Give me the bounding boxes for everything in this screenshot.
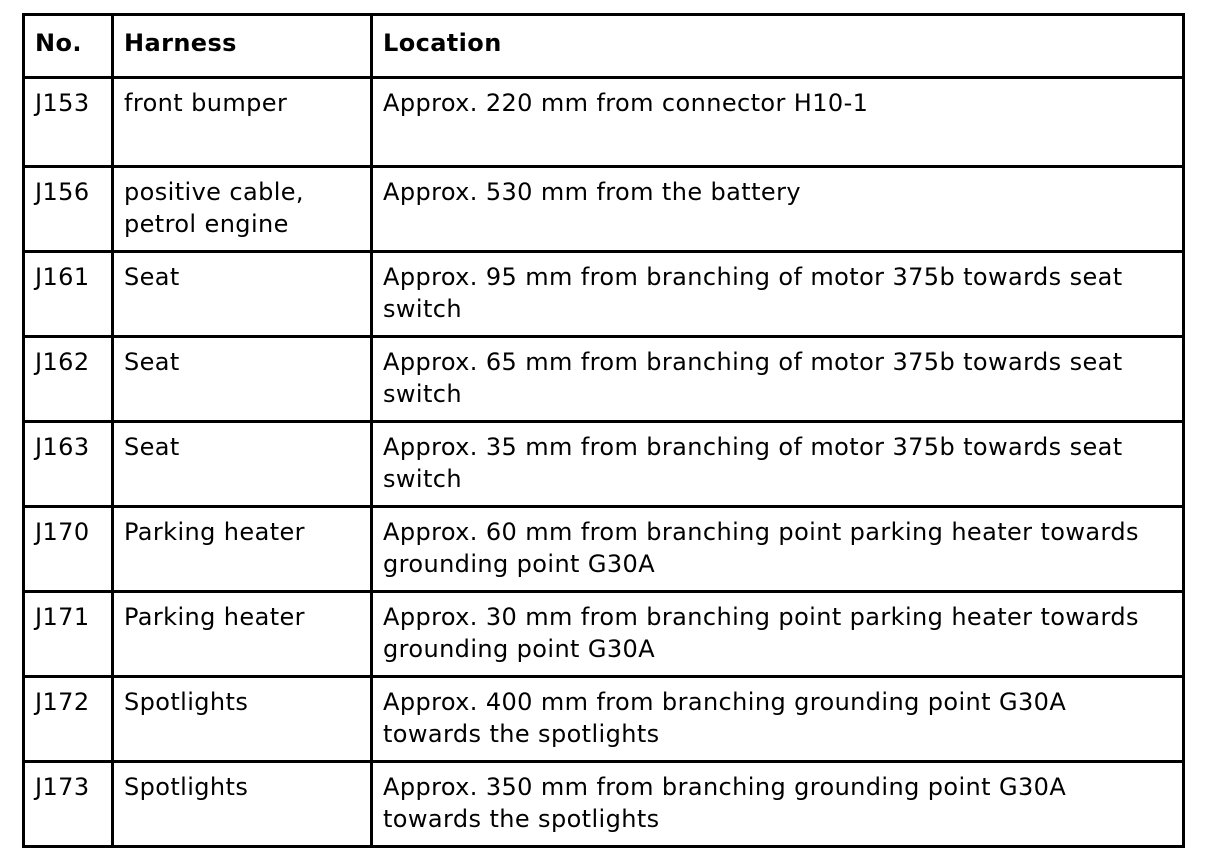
cell-harness: Parking heater: [113, 507, 372, 592]
cell-no: J156: [24, 167, 113, 252]
cell-harness: Seat: [113, 422, 372, 507]
table-row: [24, 592, 1184, 677]
table-header-row: [24, 15, 1184, 78]
column-header-harness: Harness: [113, 15, 372, 78]
cell-location: Approx. 35 mm from branching of motor 375b towards seat switch: [372, 422, 1184, 507]
table-row: [24, 677, 1184, 762]
table-row: [24, 167, 1184, 252]
table-row: [24, 507, 1184, 592]
table-row: [24, 422, 1184, 507]
cell-location: Approx. 220 mm from connector H10-1: [372, 78, 1184, 167]
cell-harness: Spotlights: [113, 762, 372, 847]
table-row: [24, 252, 1184, 337]
cell-harness: Parking heater: [113, 592, 372, 677]
cell-no: J171: [24, 592, 113, 677]
table-row: [24, 78, 1184, 167]
cell-location: Approx. 65 mm from branching of motor 375b towards seat switch: [372, 337, 1184, 422]
cell-no: J162: [24, 337, 113, 422]
table-row: [24, 337, 1184, 422]
cell-harness: front bumper: [113, 78, 372, 167]
column-header-no: No.: [24, 15, 113, 78]
table-row: [24, 762, 1184, 847]
cell-harness: Spotlights: [113, 677, 372, 762]
cell-location: Approx. 95 mm from branching of motor 375b towards seat switch: [372, 252, 1184, 337]
cell-location: Approx. 30 mm from branching point parking heater towards grounding point G30A: [372, 592, 1184, 677]
cell-no: J173: [24, 762, 113, 847]
cell-no: J163: [24, 422, 113, 507]
cell-no: J172: [24, 677, 113, 762]
cell-no: J153: [24, 78, 113, 167]
cell-harness: Seat: [113, 252, 372, 337]
cell-harness: Seat: [113, 337, 372, 422]
cell-no: J170: [24, 507, 113, 592]
harness-location-table: [22, 13, 1185, 848]
cell-location: Approx. 60 mm from branching point parking heater towards grounding point G30A: [372, 507, 1184, 592]
cell-no: J161: [24, 252, 113, 337]
cell-location: Approx. 400 mm from branching grounding point G30A towards the spotlights: [372, 677, 1184, 762]
cell-location: Approx. 350 mm from branching grounding point G30A towards the spotlights: [372, 762, 1184, 847]
cell-harness: positive cable, petrol engine: [113, 167, 372, 252]
cell-location: Approx. 530 mm from the battery: [372, 167, 1184, 252]
column-header-location: Location: [372, 15, 1184, 78]
